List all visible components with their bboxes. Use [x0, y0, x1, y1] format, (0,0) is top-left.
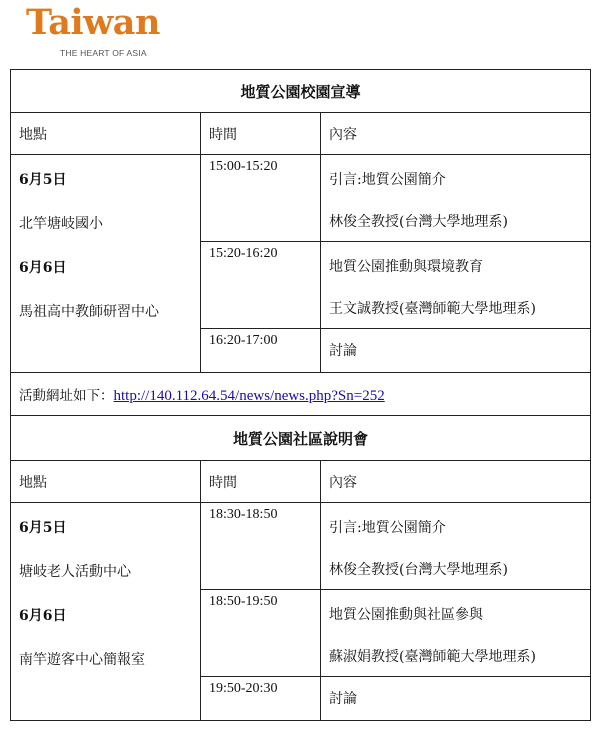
section2-locations: [11, 503, 201, 721]
section1-slot3-time: 16:20-17:00: [201, 329, 321, 373]
event-link[interactable]: http://140.112.64.54/news/news.php?Sn=252: [113, 387, 385, 404]
schedule-table: [10, 69, 591, 721]
section2-title: 地質公園社區說明會: [11, 416, 591, 461]
section2-slot1-content: [321, 503, 591, 590]
section1-title: 地質公園校園宣導: [11, 70, 591, 113]
section1-slot2-time: 15:20-16:20: [201, 242, 321, 329]
section1-header-time: 時間: [201, 113, 321, 155]
section2-date-2: 6月6日: [19, 608, 67, 624]
section1-date-1: 6月5日: [19, 172, 67, 188]
event-link-label: 活動網址如下：: [19, 387, 114, 404]
section2-slot1-line2: 林俊全教授(台灣大學地理系): [329, 562, 508, 578]
section1-slot2-line1: 地質公園推動與環境教育: [329, 259, 483, 275]
section1-venue-2: 馬祖高中教師研習中心: [19, 304, 159, 320]
section1-slot1-time: 15:00-15:20: [201, 155, 321, 242]
section1-header-content: 內容: [321, 113, 591, 155]
section2-slot2-content: [321, 590, 591, 677]
section1-slot3-line1: 討論: [329, 342, 357, 359]
logo-wordmark: Taiwan: [26, 2, 160, 43]
section1-locations: [11, 155, 201, 373]
section2-header-content: 內容: [321, 461, 591, 503]
section1-slot2-content: [321, 242, 591, 329]
logo-tagline: THE HEART OF ASIA: [60, 48, 147, 58]
section2-slot2-line1: 地質公園推動與社區參與: [329, 607, 483, 623]
section2-slot1-time: 18:30-18:50: [201, 503, 321, 590]
section1-slot3-content: [321, 329, 591, 373]
section2-header-location: 地點: [11, 461, 201, 503]
section1-venue-1: 北竿塘岐國小: [19, 216, 103, 232]
section2-slot3-line1: 討論: [329, 690, 357, 707]
section1-header-location: 地點: [11, 113, 201, 155]
section2-slot3-content: [321, 677, 591, 721]
section2-venue-2: 南竿遊客中心簡報室: [19, 652, 145, 668]
section1-date-2: 6月6日: [19, 260, 67, 276]
section2-slot2-time: 18:50-19:50: [201, 590, 321, 677]
event-link-row: [11, 373, 591, 416]
section2-header-time: 時間: [201, 461, 321, 503]
section1-slot1-line1: 引言:地質公園簡介: [329, 172, 446, 188]
section2-venue-1: 塘岐老人活動中心: [19, 564, 131, 580]
taiwan-logo: [26, 4, 176, 60]
section2-date-1: 6月5日: [19, 520, 67, 536]
section2-slot2-line2: 蘇淑娟教授(臺灣師範大學地理系): [329, 649, 536, 665]
section1-slot2-line2: 王文誠教授(臺灣師範大學地理系): [329, 301, 536, 317]
section1-slot1-line2: 林俊全教授(台灣大學地理系): [329, 214, 508, 230]
section1-slot1-content: [321, 155, 591, 242]
section2-slot3-time: 19:50-20:30: [201, 677, 321, 721]
section2-slot1-line1: 引言:地質公園簡介: [329, 520, 446, 536]
